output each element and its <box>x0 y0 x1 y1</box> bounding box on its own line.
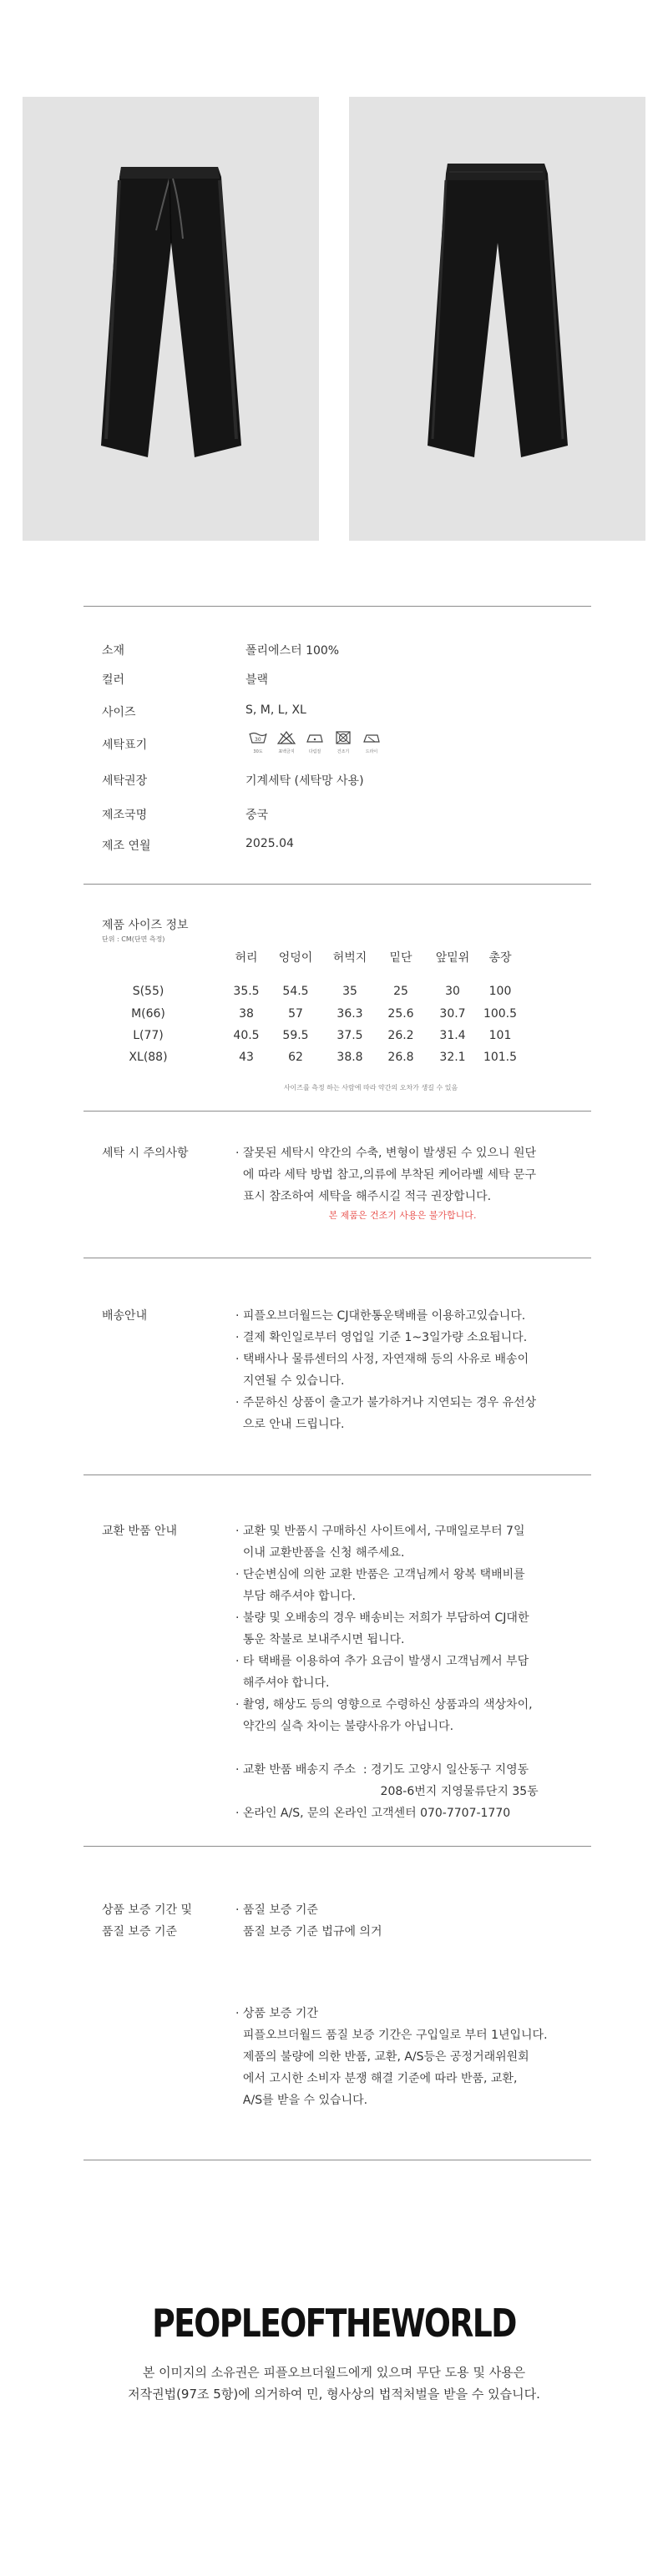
pants-back-illustration <box>349 97 645 541</box>
spec-value-material: 폴리에스터 100% <box>245 644 340 658</box>
spec-value-date: 2025.04 <box>245 837 294 850</box>
size-row-label: L(77) <box>133 1029 164 1042</box>
size-row-label: XL(88) <box>129 1051 168 1064</box>
divider <box>84 606 591 607</box>
size-cell: 100 <box>488 985 512 998</box>
size-col-rise: 앞밑위 <box>435 951 470 965</box>
size-cell: 25 <box>393 985 408 998</box>
size-cell: 30.7 <box>439 1007 466 1021</box>
care-caption: 다림질 <box>308 749 321 754</box>
returns-body: · 교환 및 반품시 구매하신 사이트에서, 구매일로부터 7일 이내 교환반품을 신청 해주세요. · 단순변심에 의한 교환 반품은 고객님께서 왕복 택배비를 부담 해주셔야 합니다. · 불량 및 오배송의 경우 배송비는 저희가 부담하여 CJ대한 통운 착불로 보내주시면 됩니다. · 타 택배를 이용하여 추가 요금이 발생시 고객님께서 부담 해주셔야 합니다. · 촬영, 해상도 등의 영향으로 수령하신 상품과의 색상차이, 약간의 실측 차이는 불량사유가 아닙니다. · 교환 반품 배송지 주소 : 경기도 고양시 일산동구 지영동 208-6번지 지영물류단지 35동 · 온라인 A/S, 문의 온라인 고객센터 070-7707-1770 <box>235 1525 539 1820</box>
size-cell: 32.1 <box>439 1051 466 1064</box>
size-row-label: M(66) <box>131 1007 165 1021</box>
care-caption: 드라이 <box>365 749 378 754</box>
size-cell: 36.3 <box>337 1007 363 1021</box>
svg-text:30: 30 <box>255 737 261 743</box>
spec-label-wash: 세탁권장 <box>102 774 148 788</box>
tumble-dry-icon <box>331 729 356 754</box>
care-caption: 30도 <box>253 749 263 754</box>
size-cell: 57 <box>288 1007 303 1021</box>
size-cell: 31.4 <box>439 1029 466 1042</box>
care-symbols <box>245 729 384 754</box>
size-cell: 35.5 <box>233 985 260 998</box>
size-cell: 101.5 <box>483 1051 518 1064</box>
size-cell: 38 <box>239 1007 254 1021</box>
pants-front-illustration <box>23 97 319 541</box>
care-caption: 건조기 <box>337 749 350 754</box>
copyright-notice <box>0 2362 668 2405</box>
shipping-label: 배송안내 <box>102 1309 148 1323</box>
size-chart-unit: 단위 : CM(단면 측정) <box>102 935 165 943</box>
brand-logo: PEOPLEOFTHEWORLD <box>152 2301 516 2346</box>
spec-value-wash: 기계세탁 (세탁망 사용) <box>245 774 364 788</box>
product-photo-front <box>23 97 319 541</box>
care-caption: 표백금지 <box>278 749 295 754</box>
size-cell: 62 <box>288 1051 303 1064</box>
size-cell: 35 <box>342 985 357 998</box>
dry-clean-icon <box>359 729 384 754</box>
dryer-warning: 본 제품은 건조기 사용은 불가합니다. <box>328 1210 477 1221</box>
size-cell: 25.6 <box>387 1007 414 1021</box>
divider <box>84 1111 591 1112</box>
size-cell: 43 <box>239 1051 254 1064</box>
wash-30-icon <box>245 729 271 754</box>
size-chart-title: 제품 사이즈 정보 <box>102 919 189 932</box>
size-chart-note: 사이즈를 측정 하는 사람에 따라 약간의 오차가 생길 수 있음 <box>283 1084 458 1091</box>
returns-label: 교환 반품 안내 <box>102 1525 178 1538</box>
size-cell: 30 <box>445 985 460 998</box>
no-bleach-icon <box>274 729 299 754</box>
divider <box>84 884 591 885</box>
washing-caution-label: 세탁 시 주의사항 <box>102 1147 189 1160</box>
spec-label-material: 소재 <box>102 644 125 658</box>
size-cell: 101 <box>488 1029 512 1042</box>
warranty-body-standard: · 품질 보증 기준 품질 보증 기준 법규에 의거 <box>235 1903 382 1938</box>
shipping-body: · 피플오브더월드는 CJ대한통운택배를 이용하고있습니다. · 결제 확인일로부터 영업일 기준 1~3일가량 소요됩니다. · 택배사나 물류센터의 사정, 자연재해 등의 사유로 배송이 지연될 수 있습니다. · 주문하신 상품이 출고가 불가하거나 지연되는 경우 유선상 으로 안내 드립니다. <box>235 1309 537 1431</box>
size-cell: 26.8 <box>387 1051 414 1064</box>
warranty-label: 상품 보증 기간 및 품질 보증 기준 <box>102 1903 193 1938</box>
copyright-line: 본 이미지의 소유권은 피플오브더월드에게 있으며 무단 도용 및 사용은 <box>142 2365 526 2380</box>
product-photo-back <box>349 97 645 541</box>
size-col-waist: 허리 <box>235 951 258 965</box>
size-cell: 26.2 <box>387 1029 414 1042</box>
size-cell: 40.5 <box>233 1029 260 1042</box>
size-col-thigh: 허벅지 <box>332 951 367 965</box>
size-cell: 38.8 <box>337 1051 363 1064</box>
spec-value-size: S, M, L, XL <box>245 703 306 717</box>
size-cell: 54.5 <box>282 985 309 998</box>
size-row-label: S(55) <box>132 985 164 998</box>
spec-label-care: 세탁표기 <box>102 739 148 752</box>
divider <box>84 1846 591 1847</box>
spec-label-color: 컬러 <box>102 673 125 687</box>
spec-label-date: 제조 연월 <box>102 839 151 853</box>
iron-low-icon <box>302 729 327 754</box>
spec-value-origin: 중국 <box>245 809 269 822</box>
washing-caution-body: · 잘못된 세탁시 약간의 수축, 변형이 발생된 수 있으니 원단 에 따라 세탁 방법 참고,의류에 부착된 케어라벨 세탁 문구 표시 참조하여 세탁을 해주시길 적극 권장합니다. <box>235 1147 537 1203</box>
spec-value-color: 블랙 <box>245 673 269 687</box>
size-cell: 100.5 <box>483 1007 518 1021</box>
spec-label-size: 사이즈 <box>102 706 136 719</box>
spec-label-origin: 제조국명 <box>102 809 148 822</box>
size-col-hem: 밑단 <box>389 951 412 965</box>
size-col-hip: 엉덩이 <box>278 951 313 965</box>
size-col-length: 총장 <box>488 951 512 965</box>
size-cell: 59.5 <box>282 1029 309 1042</box>
size-cell: 37.5 <box>337 1029 363 1042</box>
copyright-line: 저작권법(97조 5항)에 의거하여 민, 형사상의 법적처벌을 받을 수 있습니다. <box>128 2387 540 2402</box>
warranty-body-period: · 상품 보증 기간 피플오브더월드 품질 보증 기간은 구입일로 부터 1년입니다. 제품의 불량에 의한 반품, 교환, A/S등은 공정거래위원회 에서 고시한 소비자 분쟁 해결 기준에 따라 반품, 교환, A/S를 받을 수 있습니다. <box>235 2007 548 2107</box>
